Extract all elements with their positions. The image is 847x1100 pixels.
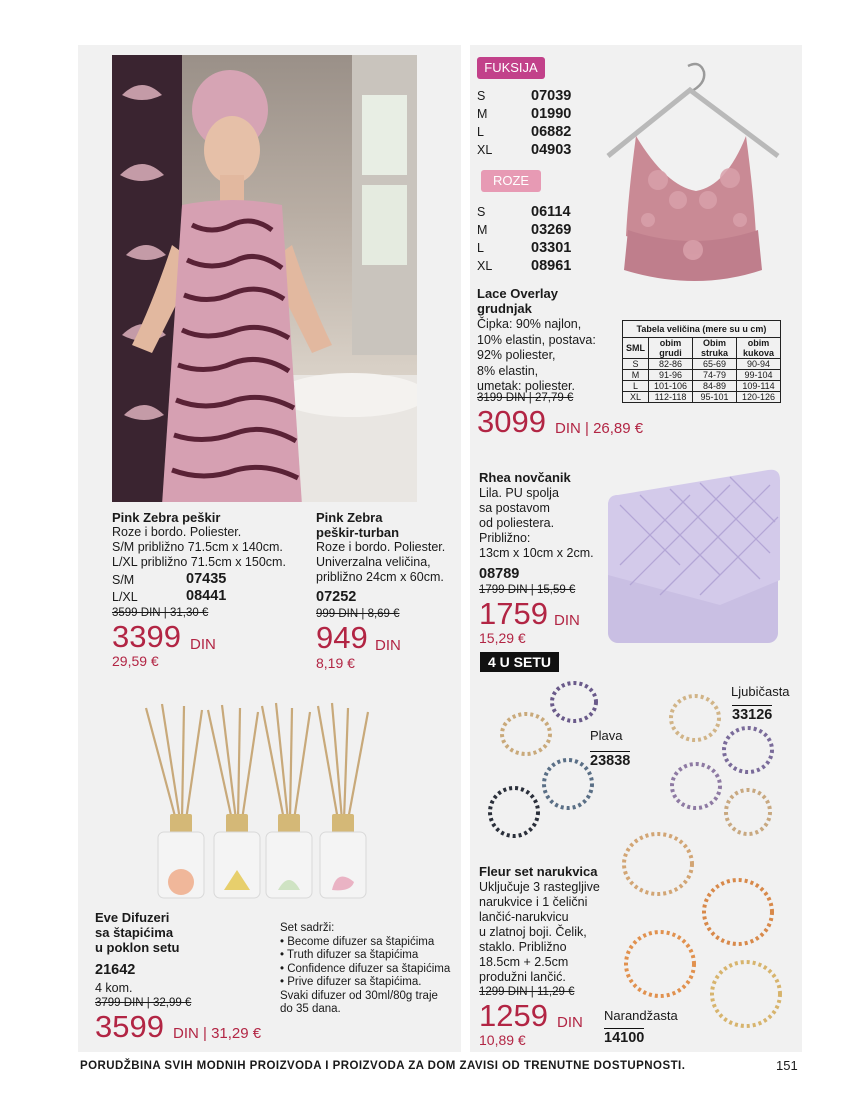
bra-price: 3099: [477, 404, 546, 439]
wallet-desc-line: 13cm x 10cm x 2cm.: [479, 546, 594, 560]
size-cell: 109-114: [737, 381, 781, 392]
size-table-header: SML: [623, 338, 649, 359]
size-table: [622, 320, 781, 403]
bra-description: [477, 317, 596, 395]
size-row: [477, 124, 587, 142]
set-item: • Confidence difuzer sa štapićima: [280, 962, 451, 975]
size-label: S: [477, 89, 486, 103]
bra-price-suffix: DIN | 26,89 €: [555, 420, 644, 437]
size-row: [477, 240, 587, 258]
diffuser-illustration: [112, 700, 412, 905]
wallet-description: [479, 486, 594, 561]
bracelets-old-price: 1299 DIN | 11,29 €: [479, 986, 575, 998]
wallet-title: Rhea novčanik: [479, 470, 571, 485]
page-number: 151: [776, 1058, 798, 1073]
fuksija-size-list: [477, 88, 587, 160]
bra-desc-line: Čipka: 90% najlon,: [477, 317, 582, 331]
bracelets-title: Fleur set narukvica: [479, 864, 598, 879]
size-row: [477, 88, 587, 106]
towel-size-1: S/M: [112, 573, 135, 587]
lace-bra-photo: [598, 60, 790, 305]
bra-desc-line: 92% poliester,: [477, 348, 556, 362]
towel-desc-3: L/XL približno 71.5cm x 150cm.: [112, 555, 286, 569]
set-note-1: Svaki difuzer od 30ml/80g traje: [280, 989, 438, 1002]
size-cell: 90-94: [737, 359, 781, 370]
bracelets-desc-line: lančić-narukvicu: [479, 910, 569, 924]
size-code: 07039: [531, 88, 572, 104]
set-item: • Truth difuzer sa štapićima: [280, 949, 419, 961]
turban-price-eur: 8,19 €: [316, 655, 355, 671]
diffuser-title-3: u poklon setu: [95, 940, 180, 955]
size-table-row: [623, 392, 781, 403]
bracelets-desc-line: u zlatnoj boji. Čelik,: [479, 925, 587, 939]
wallet-desc-line: sa postavom: [479, 501, 550, 515]
bra-desc-line: umetak: poliester.: [477, 379, 575, 393]
bracelets-desc-line: Uključuje 3 rastegljive: [479, 880, 600, 894]
size-cell: 91-96: [649, 370, 693, 381]
size-cell: 84-89: [693, 381, 737, 392]
wallet-price-eur: 15,29 €: [479, 630, 526, 646]
wallet-desc-line: Lila. PU spolja: [479, 486, 559, 500]
bracelets-currency: DIN: [557, 1014, 583, 1031]
zebra-towel-illustration: [112, 55, 417, 502]
wallet-old-price: 1799 DIN | 15,59 €: [479, 584, 576, 596]
size-cell: XL: [623, 392, 649, 403]
set-badge: 4 U SETU: [480, 652, 559, 672]
turban-old-price: 999 DIN | 8,69 €: [316, 608, 400, 620]
bracelets-description: [479, 880, 600, 985]
wallet-illustration: [600, 465, 790, 650]
size-cell: 74-79: [693, 370, 737, 381]
size-row: [477, 142, 587, 160]
size-table-grid: [622, 320, 781, 403]
diffuser-qty: 4 kom.: [95, 981, 133, 995]
color-badge-fuksija: FUKSIJA: [477, 57, 545, 79]
size-label: XL: [477, 143, 493, 157]
towel-desc-2: S/M približno 71.5cm x 140cm.: [112, 540, 283, 554]
color-badge-roze: ROZE: [481, 170, 541, 192]
size-row: [477, 106, 587, 124]
diffuser-set-contents: [280, 922, 450, 1017]
size-code: 06114: [531, 204, 571, 220]
purple-variant-label: Ljubičasta: [731, 684, 790, 699]
diffuser-set-photo: [112, 700, 412, 905]
turban-desc-1: Roze i bordo. Poliester.: [316, 540, 446, 554]
size-cell: 99-104: [737, 370, 781, 381]
bra-title-2: grudnjak: [477, 301, 532, 316]
bra-title-1: Lace Overlay: [477, 286, 558, 301]
wallet-desc-line: od poliestera.: [479, 516, 555, 530]
bra-desc-line: 10% elastin, postava:: [477, 332, 596, 347]
size-cell: 65-69: [693, 359, 737, 370]
size-table-row: [623, 381, 781, 392]
size-table-row: [623, 359, 781, 370]
turban-price: 949: [316, 620, 368, 655]
towel-old-price: 3599 DIN | 31,30 €: [112, 607, 209, 619]
towel-code-2: 08441: [186, 588, 227, 604]
bracelets-desc-line: 18.5cm + 2.5cm: [479, 955, 569, 969]
zebra-towel-photo: [112, 55, 417, 502]
orange-variant-label: Narandžasta: [604, 1008, 678, 1023]
diffuser-price: 3599: [95, 1009, 164, 1044]
size-label: L: [477, 241, 484, 255]
size-table-caption: Tabela veličina (mere su u cm): [623, 321, 781, 338]
turban-title-2: peškir-turban: [316, 525, 400, 540]
purple-variant-code: 33126: [732, 707, 773, 723]
diffuser-old-price: 3799 DIN | 32,99 €: [95, 997, 192, 1009]
towel-size-2: L/XL: [112, 590, 138, 604]
size-table-header: obim grudi: [649, 338, 693, 359]
size-code: 08961: [531, 258, 572, 274]
wallet-photo: [600, 465, 790, 650]
size-cell: 120-126: [737, 392, 781, 403]
size-label: S: [477, 205, 486, 219]
roze-size-list: [477, 204, 587, 276]
size-code: 06882: [531, 124, 572, 140]
diffuser-code: 21642: [95, 962, 136, 978]
wallet-desc-line: Približno:: [479, 531, 531, 545]
wallet-currency: DIN: [554, 612, 580, 629]
size-code: 03301: [531, 240, 572, 256]
set-note-2: do 35 dana.: [280, 1003, 341, 1015]
bracelets-desc-line: staklo. Približno: [479, 940, 567, 954]
turban-desc-3: približno 24cm x 60cm.: [316, 570, 444, 584]
size-label: M: [477, 107, 488, 121]
size-cell: M: [623, 370, 649, 381]
orange-variant-code: 14100: [604, 1030, 645, 1046]
size-table-header: Obim struka: [693, 338, 737, 359]
size-row: [477, 258, 587, 276]
towel-price-eur: 29,59 €: [112, 653, 159, 669]
size-row: [477, 222, 587, 240]
size-label: L: [477, 125, 484, 139]
lace-bra-illustration: [598, 60, 790, 305]
size-label: M: [477, 223, 488, 237]
size-code: 04903: [531, 142, 572, 158]
size-code: 03269: [531, 222, 572, 238]
towel-desc-1: Roze i bordo. Poliester.: [112, 525, 242, 539]
set-item: • Prive difuzer sa štapićima.: [280, 976, 422, 988]
size-cell: 112-118: [649, 392, 693, 403]
bra-old-price: 3199 DIN | 27,79 €: [477, 392, 574, 404]
set-item: • Become difuzer sa štapićima: [280, 935, 435, 948]
turban-currency: DIN: [375, 637, 401, 654]
availability-footer: PORUDŽBINA SVIH MODNIH PROIZVODA I PROIZVODA ZA DOM ZAVISI OD TRENUTNE DOSTUPNOSTI.: [80, 1060, 686, 1072]
size-label: XL: [477, 259, 493, 273]
turban-title-1: Pink Zebra: [316, 510, 383, 525]
bracelets-desc-line: narukvice i 1 čelični: [479, 895, 588, 909]
set-title: Set sadrži:: [280, 922, 335, 934]
size-cell: 82-86: [649, 359, 693, 370]
size-row: [477, 204, 587, 222]
size-cell: 95-101: [693, 392, 737, 403]
towel-code-1: 07435: [186, 571, 227, 587]
size-cell: 101-106: [649, 381, 693, 392]
wallet-price: 1759: [479, 596, 548, 631]
towel-currency: DIN: [190, 636, 216, 653]
turban-code: 07252: [316, 589, 357, 605]
diffuser-title-2: sa štapićima: [95, 925, 174, 940]
blue-variant-label: Plava: [590, 728, 623, 743]
size-table-header: obim kukova: [737, 338, 781, 359]
bracelets-price: 1259: [479, 998, 548, 1033]
bracelets-desc-line: produžni lančić.: [479, 970, 566, 984]
wallet-code: 08789: [479, 566, 520, 582]
diffuser-title-1: Eve Difuzeri: [95, 910, 170, 925]
size-cell: S: [623, 359, 649, 370]
towel-price: 3399: [112, 619, 181, 654]
size-cell: L: [623, 381, 649, 392]
diffuser-price-suffix: DIN | 31,29 €: [173, 1025, 262, 1042]
blue-variant-code: 23838: [590, 753, 631, 769]
bracelets-price-eur: 10,89 €: [479, 1032, 526, 1048]
turban-desc-2: Univerzalna veličina,: [316, 555, 431, 569]
size-code: 01990: [531, 106, 572, 122]
bra-desc-line: 8% elastin,: [477, 363, 539, 378]
size-table-row: [623, 370, 781, 381]
towel-title: Pink Zebra peškir: [112, 510, 221, 525]
